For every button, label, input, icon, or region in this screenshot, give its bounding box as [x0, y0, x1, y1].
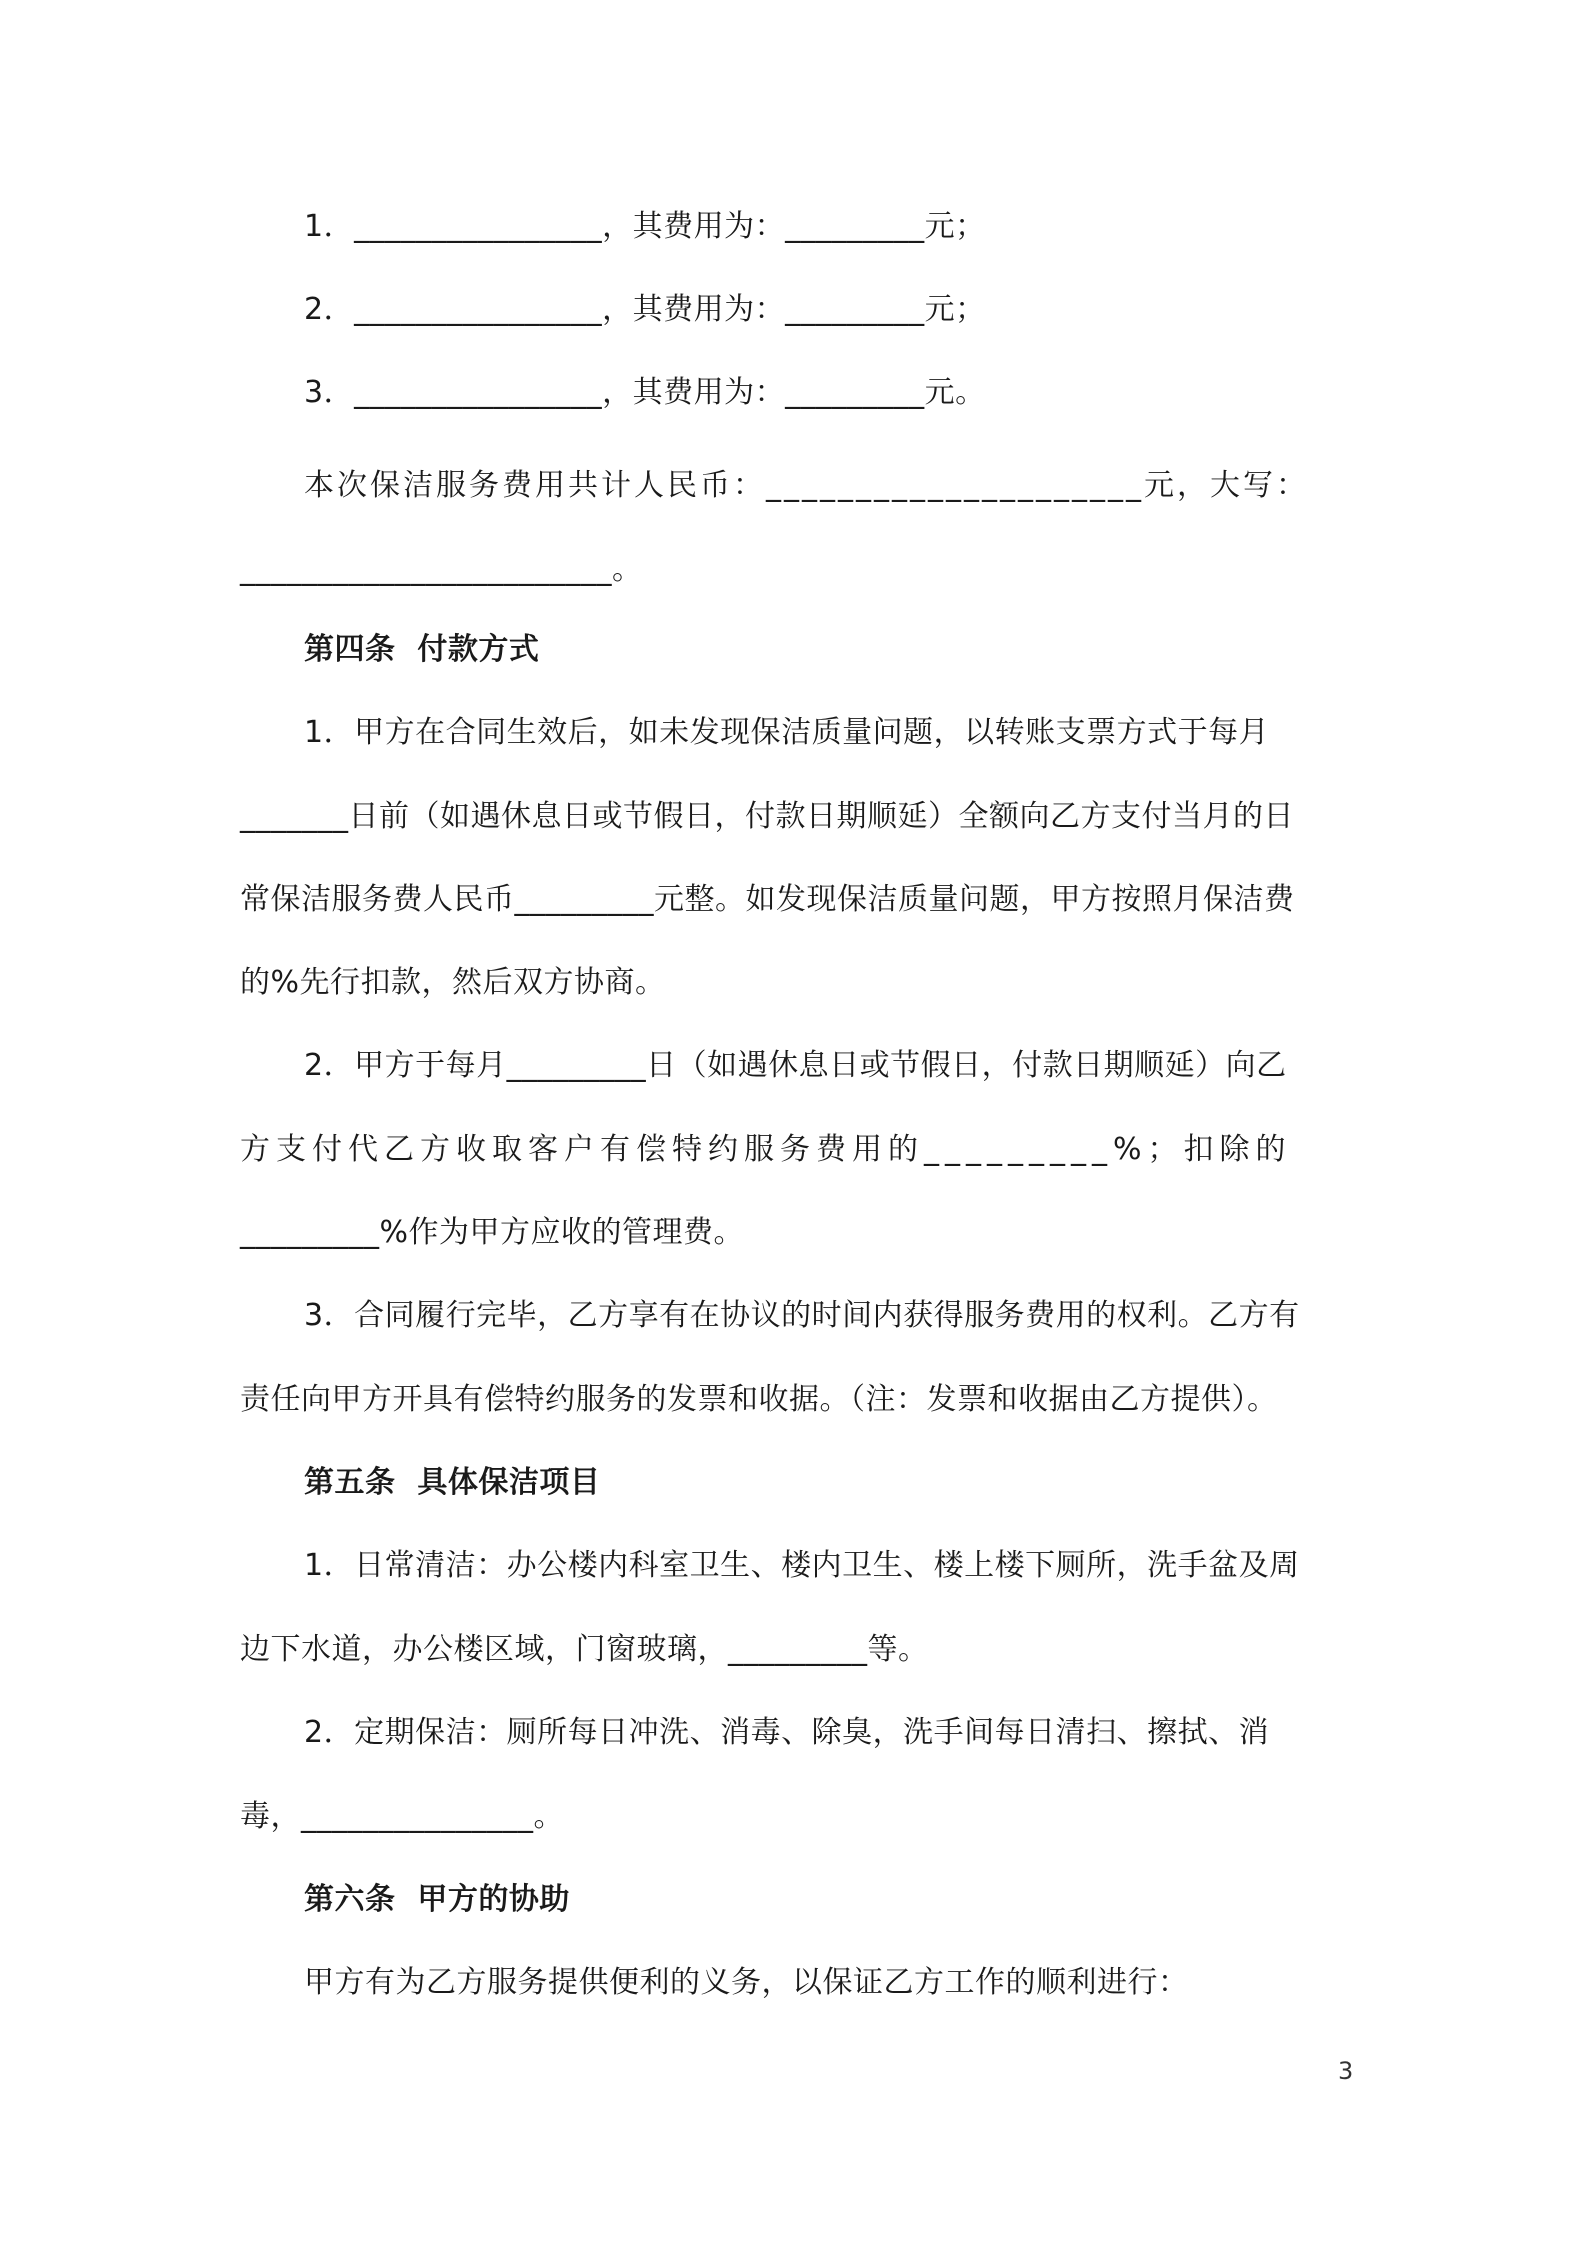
- article-6-intro: 甲方有为乙方服务提供便利的义务，以保证乙方工作的顺利进行：: [304, 1965, 1189, 2000]
- article-4-item-2-line-2: 方支付代乙方收取客户有偿特约服务费用的_________%；扣除的: [240, 1132, 1292, 1167]
- article-4-title: 第四条 付款方式: [304, 632, 540, 667]
- article-4-item-3-line-2: 责任向甲方开具有偿特约服务的发票和收据。（注：发票和收据由乙方提供）。: [240, 1382, 1278, 1417]
- total-fee-line: 本次保洁服务费用共计人民币：_____________________元，大写：: [304, 468, 1309, 503]
- article-4-item-2-line-3: _________%作为甲方应收的管理费。: [240, 1215, 745, 1250]
- article-5-item-2-line-1: 2．定期保洁：厕所每日冲洗、消毒、除臭，洗手间每日清扫、擦拭、消: [304, 1715, 1270, 1750]
- article-4-item-1-line-2: _______日前（如遇休息日或节假日，付款日期顺延）全额向乙方支付当月的日: [240, 799, 1294, 834]
- fee-item-2: 2．________________，其费用为：_________元；: [304, 292, 986, 327]
- fee-item-1: 1．________________，其费用为：_________元；: [304, 209, 986, 244]
- article-4-item-1-line-4: 的%先行扣款，然后双方协商。: [240, 965, 666, 1000]
- article-6-title: 第六条 甲方的协助: [304, 1882, 570, 1917]
- fee-item-3: 3．________________，其费用为：_________元。: [304, 375, 986, 410]
- article-4-item-3-line-1: 3．合同履行完毕，乙方享有在协议的时间内获得服务费用的权利。乙方有: [304, 1298, 1300, 1333]
- page-number: 3: [1338, 2057, 1354, 2085]
- article-5-item-1-line-2: 边下水道，办公楼区域，门窗玻璃，_________等。: [240, 1632, 929, 1667]
- article-5-item-1-line-1: 1．日常清洁：办公楼内科室卫生、楼内卫生、楼上楼下厕所，洗手盆及周: [304, 1548, 1300, 1583]
- total-fee-uppercase-line: ________________________。: [240, 552, 643, 587]
- article-4-item-1-line-3: 常保洁服务费人民币_________元整。如发现保洁质量问题，甲方按照月保洁费: [240, 882, 1295, 917]
- article-4-item-2-line-1: 2．甲方于每月_________日（如遇休息日或节假日，付款日期顺延）向乙: [304, 1048, 1287, 1083]
- article-5-item-2-line-2: 毒，_______________。: [240, 1799, 564, 1834]
- article-4-item-1-line-1: 1．甲方在合同生效后，如未发现保洁质量问题，以转账支票方式于每月: [304, 715, 1270, 750]
- article-5-title: 第五条 具体保洁项目: [304, 1465, 601, 1500]
